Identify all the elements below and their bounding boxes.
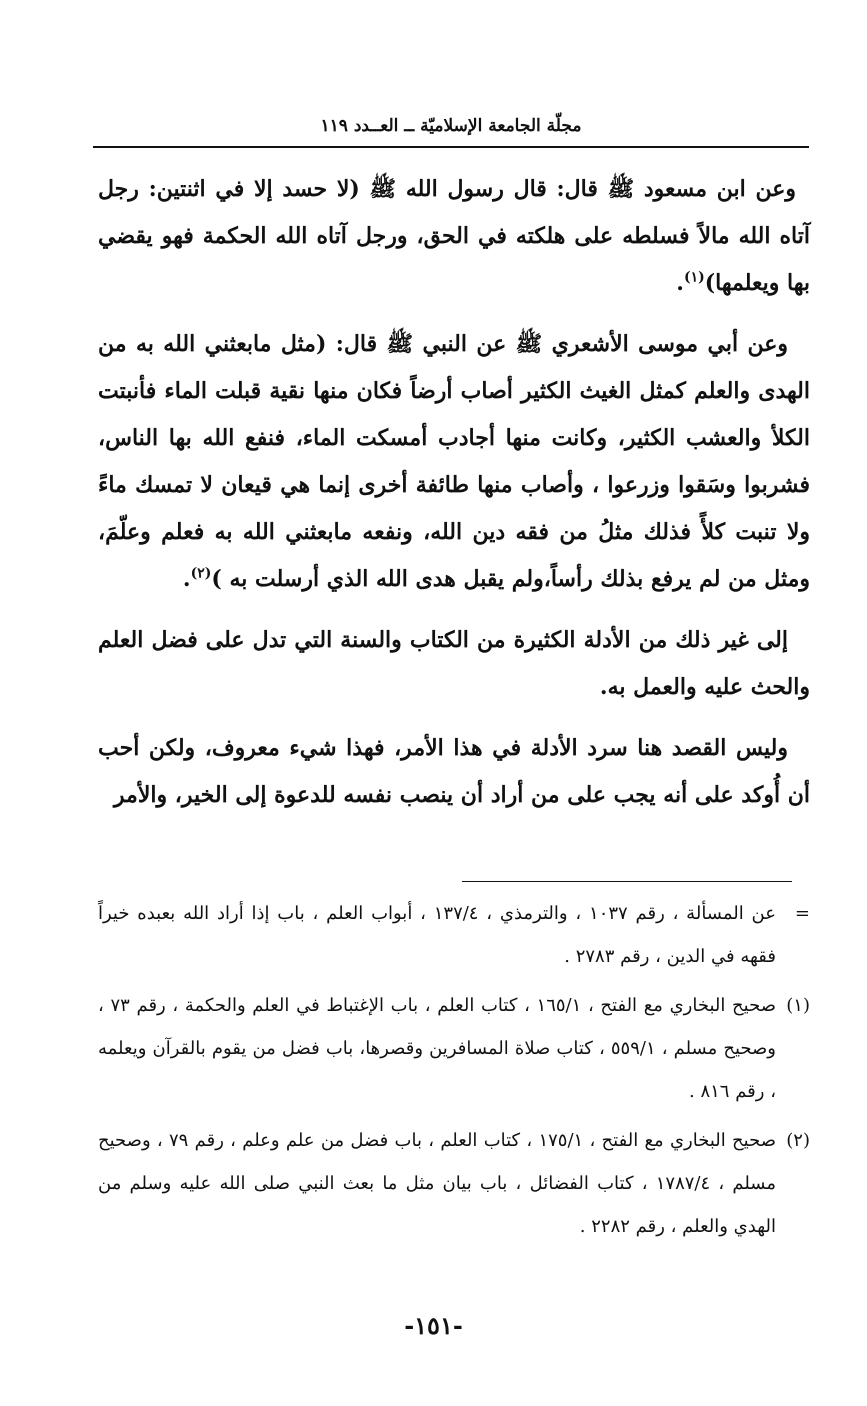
paragraph-text: وليس القصد هنا سرد الأدلة في هذا الأمر، فهذا شيء معروف، ولكن أحب أن أُوكد على أنه يجب على من أراد أن ينصب نفسه للدعوة إلى الخير، والأمر bbox=[98, 735, 810, 808]
footnote-continued bbox=[98, 892, 810, 978]
paragraph-tail: . bbox=[182, 566, 191, 592]
footnote-text: عن المسألة ، رقم ١٠٣٧ ، والترمذي ، ١٣٧/٤ ، أبواب العلم ، باب إذا أراد الله بعبده خيراً فقهه في الدين ، رقم ٢٧٨٣ . bbox=[98, 903, 776, 967]
paragraph-ibn-masud bbox=[98, 166, 810, 307]
paragraph-abu-musa bbox=[98, 321, 810, 603]
footnote-text: صحيح البخاري مع الفتح ، ١٧٥/١ ، كتاب العلم ، باب فضل من علم وعلم ، رقم ٧٩ ، وصحيح مسلم ، ١٧٨٧/٤ ، كتاب الفضائل ، باب بيان مثل ما بعث النبي صلى الله عليه وسلم من الهدي والعلم ، رقم ٢٢٨٢ . bbox=[98, 1130, 777, 1237]
paragraph-tail: . bbox=[676, 270, 684, 296]
journal-issue-title: مجلّة الجامعة الإسلاميّة ــ العــدد ١١٩ bbox=[320, 116, 582, 136]
page-number: -١٥١- bbox=[404, 1311, 463, 1340]
body-text bbox=[98, 166, 810, 819]
footnotes bbox=[98, 892, 810, 1248]
footnote-1 bbox=[98, 984, 810, 1113]
footnote-2 bbox=[98, 1119, 810, 1248]
footnote-marker: (٢) bbox=[786, 1130, 810, 1151]
paragraph-text: وعن ابن مسعود ﷺ قال: قال رسول الله ﷺ (لا حسد إلا في اثنتين: رجل آتاه الله مالاً فسلطه على هلكته في الحق، ورجل آتاه الله الحكمة فهو يقضي بها ويعلمها) bbox=[98, 176, 810, 296]
header-divider bbox=[93, 146, 809, 148]
paragraph-text: إلى غير ذلك من الأدلة الكثيرة من الكتاب والسنة التي تدل على فضل العلم والحث عليه والعمل به. bbox=[98, 627, 810, 700]
paragraph-text: وعن أبي موسى الأشعري ﷺ عن النبي ﷺ قال: (مثل مابعثني الله به من الهدى والعلم كمثل الغيث الكثير أصاب أرضاً فكان منها نقية قبلت الماء فأنبتت الكلأ والعشب الكثير، وكانت منها أجادب أمسكت الماء، فنفع الله بها الناس، فشربوا وسَقوا وزرعوا ، وأصاب منها طائفة أخرى إنما هي قيعان لا تمسك ماءً ولا تنبت كلأً فذلك مثلُ من فقه دين الله، ونفعه مابعثني الله به فعلم وعلّمَ، ومثل من لم يرفع بذلك رأساً،ولم يقبل هدى الله الذي أرسلت به ) bbox=[98, 331, 810, 592]
footnote-ref-2: (٢) bbox=[190, 565, 212, 582]
footnote-marker: (١) bbox=[786, 995, 810, 1016]
footnote-marker: = bbox=[794, 903, 810, 924]
running-header bbox=[93, 112, 809, 140]
footnote-ref-1: (١) bbox=[683, 269, 705, 286]
paragraph-purpose bbox=[98, 725, 810, 819]
paragraph-evidence bbox=[98, 617, 810, 711]
footnote-divider bbox=[462, 881, 792, 882]
footnote-text: صحيح البخاري مع الفتح ، ١٦٥/١ ، كتاب العلم ، باب الإغتباط في العلم والحكمة ، رقم ٧٣ ، وصحيح مسلم ، ٥٥٩/١ ، كتاب صلاة المسافرين وقصرها، باب فضل من يقوم بالقرآن ويعلمه ، رقم ٨١٦ . bbox=[98, 995, 777, 1102]
